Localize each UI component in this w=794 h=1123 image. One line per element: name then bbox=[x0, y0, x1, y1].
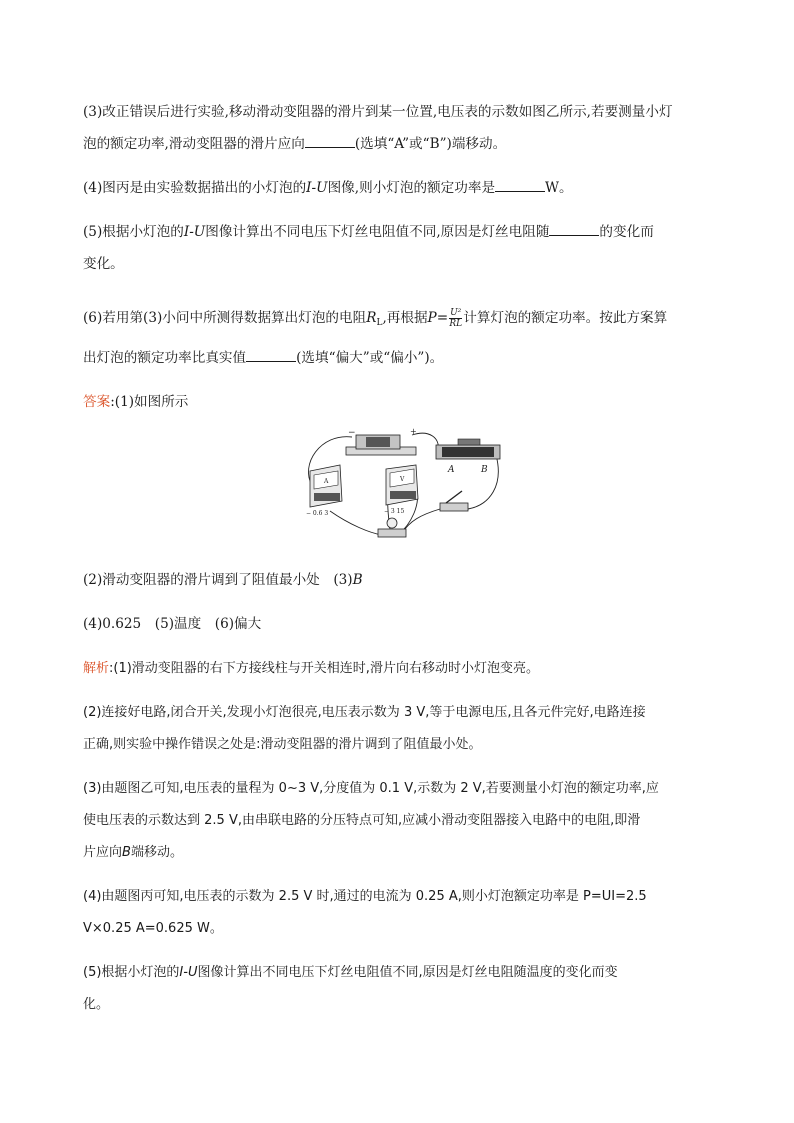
voltmeter bbox=[384, 465, 418, 515]
answer-2-b: B bbox=[352, 572, 363, 588]
rheostat bbox=[436, 439, 500, 475]
q5-text-b: 图像计算出不同电压下灯丝电阻值不同,原因是灯丝电阻随 bbox=[205, 224, 550, 240]
analysis-5-line1-b: 图像计算出不同电压下灯丝电阻值不同,原因是灯丝电阻随温度的变化而变 bbox=[197, 965, 618, 980]
battery-plus: + bbox=[410, 427, 417, 436]
ammeter-scale: − 0.6 3 bbox=[306, 510, 329, 517]
analysis-line1 bbox=[83, 659, 723, 679]
q4-line bbox=[83, 178, 723, 198]
q6-r: R bbox=[366, 310, 377, 326]
q4-text-b: 图像,则小灯泡的额定功率是 bbox=[327, 180, 496, 196]
q6-text-c: 计算灯泡的额定功率。按此方案算 bbox=[463, 310, 668, 326]
q6-r-sub: L bbox=[376, 318, 383, 328]
answer-blank bbox=[549, 222, 599, 236]
analysis-3-line3 bbox=[83, 843, 723, 863]
answer-blank bbox=[495, 178, 545, 192]
answer-2: (2)滑动变阻器的滑片调到了阻值最小处 (3) bbox=[83, 572, 353, 588]
analysis-3-line3-c: 端移动。 bbox=[130, 845, 183, 860]
analysis-5-iu: I-U bbox=[179, 965, 198, 980]
q3-line1: (3)改正错误后进行实验,移动滑动变阻器的滑片到某一位置,电压表的示数如图乙所示,若要测量小灯 bbox=[83, 104, 673, 120]
q5-line1 bbox=[83, 222, 723, 242]
q3-line2 bbox=[83, 134, 723, 154]
ammeter bbox=[306, 465, 342, 517]
q6-line2 bbox=[83, 348, 723, 368]
analysis-5-line2: 化。 bbox=[83, 997, 110, 1012]
analysis-label: 解析 bbox=[83, 661, 110, 676]
analysis-4-line1: (4)由题图丙可知,电压表的示数为 2.5 V 时,通过的电流为 0.25 A,则小灯泡额定功率是 P=UI=2.5 bbox=[83, 889, 647, 904]
answer-label: 答案 bbox=[83, 394, 111, 410]
analysis-3-line3-b: B bbox=[122, 845, 131, 860]
answer-line3: (4)0.625 (5)温度 (6)偏大 bbox=[83, 616, 262, 632]
switch bbox=[440, 491, 468, 511]
analysis-3-line3-a: 片应向 bbox=[83, 845, 123, 860]
lamp bbox=[378, 518, 406, 537]
answer-line1 bbox=[83, 392, 723, 412]
q6-line1 bbox=[83, 305, 723, 331]
q5-line2: 变化。 bbox=[83, 256, 124, 272]
answer-blank bbox=[305, 134, 355, 148]
power-formula-fraction bbox=[449, 308, 462, 329]
q6-line2-text: 出灯泡的额定功率比真实值 bbox=[83, 350, 247, 366]
analysis-2-line2: 正确,则实验中操作错误之处是:滑动变阻器的滑片调到了阻值最小处。 bbox=[83, 737, 482, 752]
q6-text: (6)若用第(3)小问中所测得数据算出灯泡的电阻 bbox=[83, 310, 367, 326]
answer-blank bbox=[246, 348, 296, 362]
analysis-5-line1-a: (5)根据小灯泡的 bbox=[83, 965, 180, 980]
voltmeter-letter: V bbox=[400, 476, 405, 483]
q6-eq: = bbox=[436, 310, 449, 326]
voltmeter-scale: − 3 15 bbox=[384, 508, 405, 515]
analysis-4-line2: V×0.25 A=0.625 W。 bbox=[83, 921, 223, 936]
battery-minus: − bbox=[348, 428, 356, 438]
answer-line2 bbox=[83, 570, 723, 590]
analysis-1: :(1)滑动变阻器的右下方接线柱与开关相连时,滑片向右移动时小灯泡变亮。 bbox=[109, 661, 539, 676]
analysis-2-line1: (2)连接好电路,闭合开关,发现小灯泡很亮,电压表示数为 3 V,等于电源电压,且各元件完好,电路连接 bbox=[83, 705, 646, 720]
ammeter-letter: A bbox=[324, 478, 329, 485]
fraction-denominator: RL bbox=[449, 319, 463, 329]
analysis-5-line1 bbox=[83, 963, 723, 983]
q6-text-b: ,再根据 bbox=[382, 310, 428, 326]
q4-unit: W。 bbox=[545, 180, 573, 196]
rheostat-terminal-a: A bbox=[448, 465, 455, 475]
q5-text-c: 的变化而 bbox=[599, 224, 654, 240]
circuit-diagram bbox=[290, 425, 510, 545]
analysis-3-line1: (3)由题图乙可知,电压表的量程为 0~3 V,分度值为 0.1 V,示数为 2 V,若要测量小灯泡的额定功率,应 bbox=[83, 781, 659, 796]
q6-line2-tail: (选填“偏大”或“偏小”)。 bbox=[296, 350, 444, 366]
q5-text: (5)根据小灯泡的 bbox=[83, 224, 184, 240]
q3-line2-tail: (选填“A”或“B”)端移动。 bbox=[354, 136, 507, 152]
q6-p: P bbox=[427, 310, 437, 326]
fraction-numerator: U² bbox=[450, 308, 462, 318]
q4-iu: I-U bbox=[306, 180, 328, 196]
q5-iu: I-U bbox=[183, 224, 206, 240]
analysis-3-line2: 使电压表的示数达到 2.5 V,由串联电路的分压特点可知,应减小滑动变阻器接入电路中的电阻,即滑 bbox=[83, 813, 641, 828]
battery bbox=[346, 427, 417, 455]
q4-text: (4)图丙是由实验数据描出的小灯泡的 bbox=[83, 180, 307, 196]
rheostat-terminal-b: B bbox=[481, 465, 488, 475]
q3-line2-text: 泡的额定功率,滑动变阻器的滑片应向 bbox=[83, 136, 305, 152]
answer-1: :(1)如图所示 bbox=[110, 394, 189, 410]
